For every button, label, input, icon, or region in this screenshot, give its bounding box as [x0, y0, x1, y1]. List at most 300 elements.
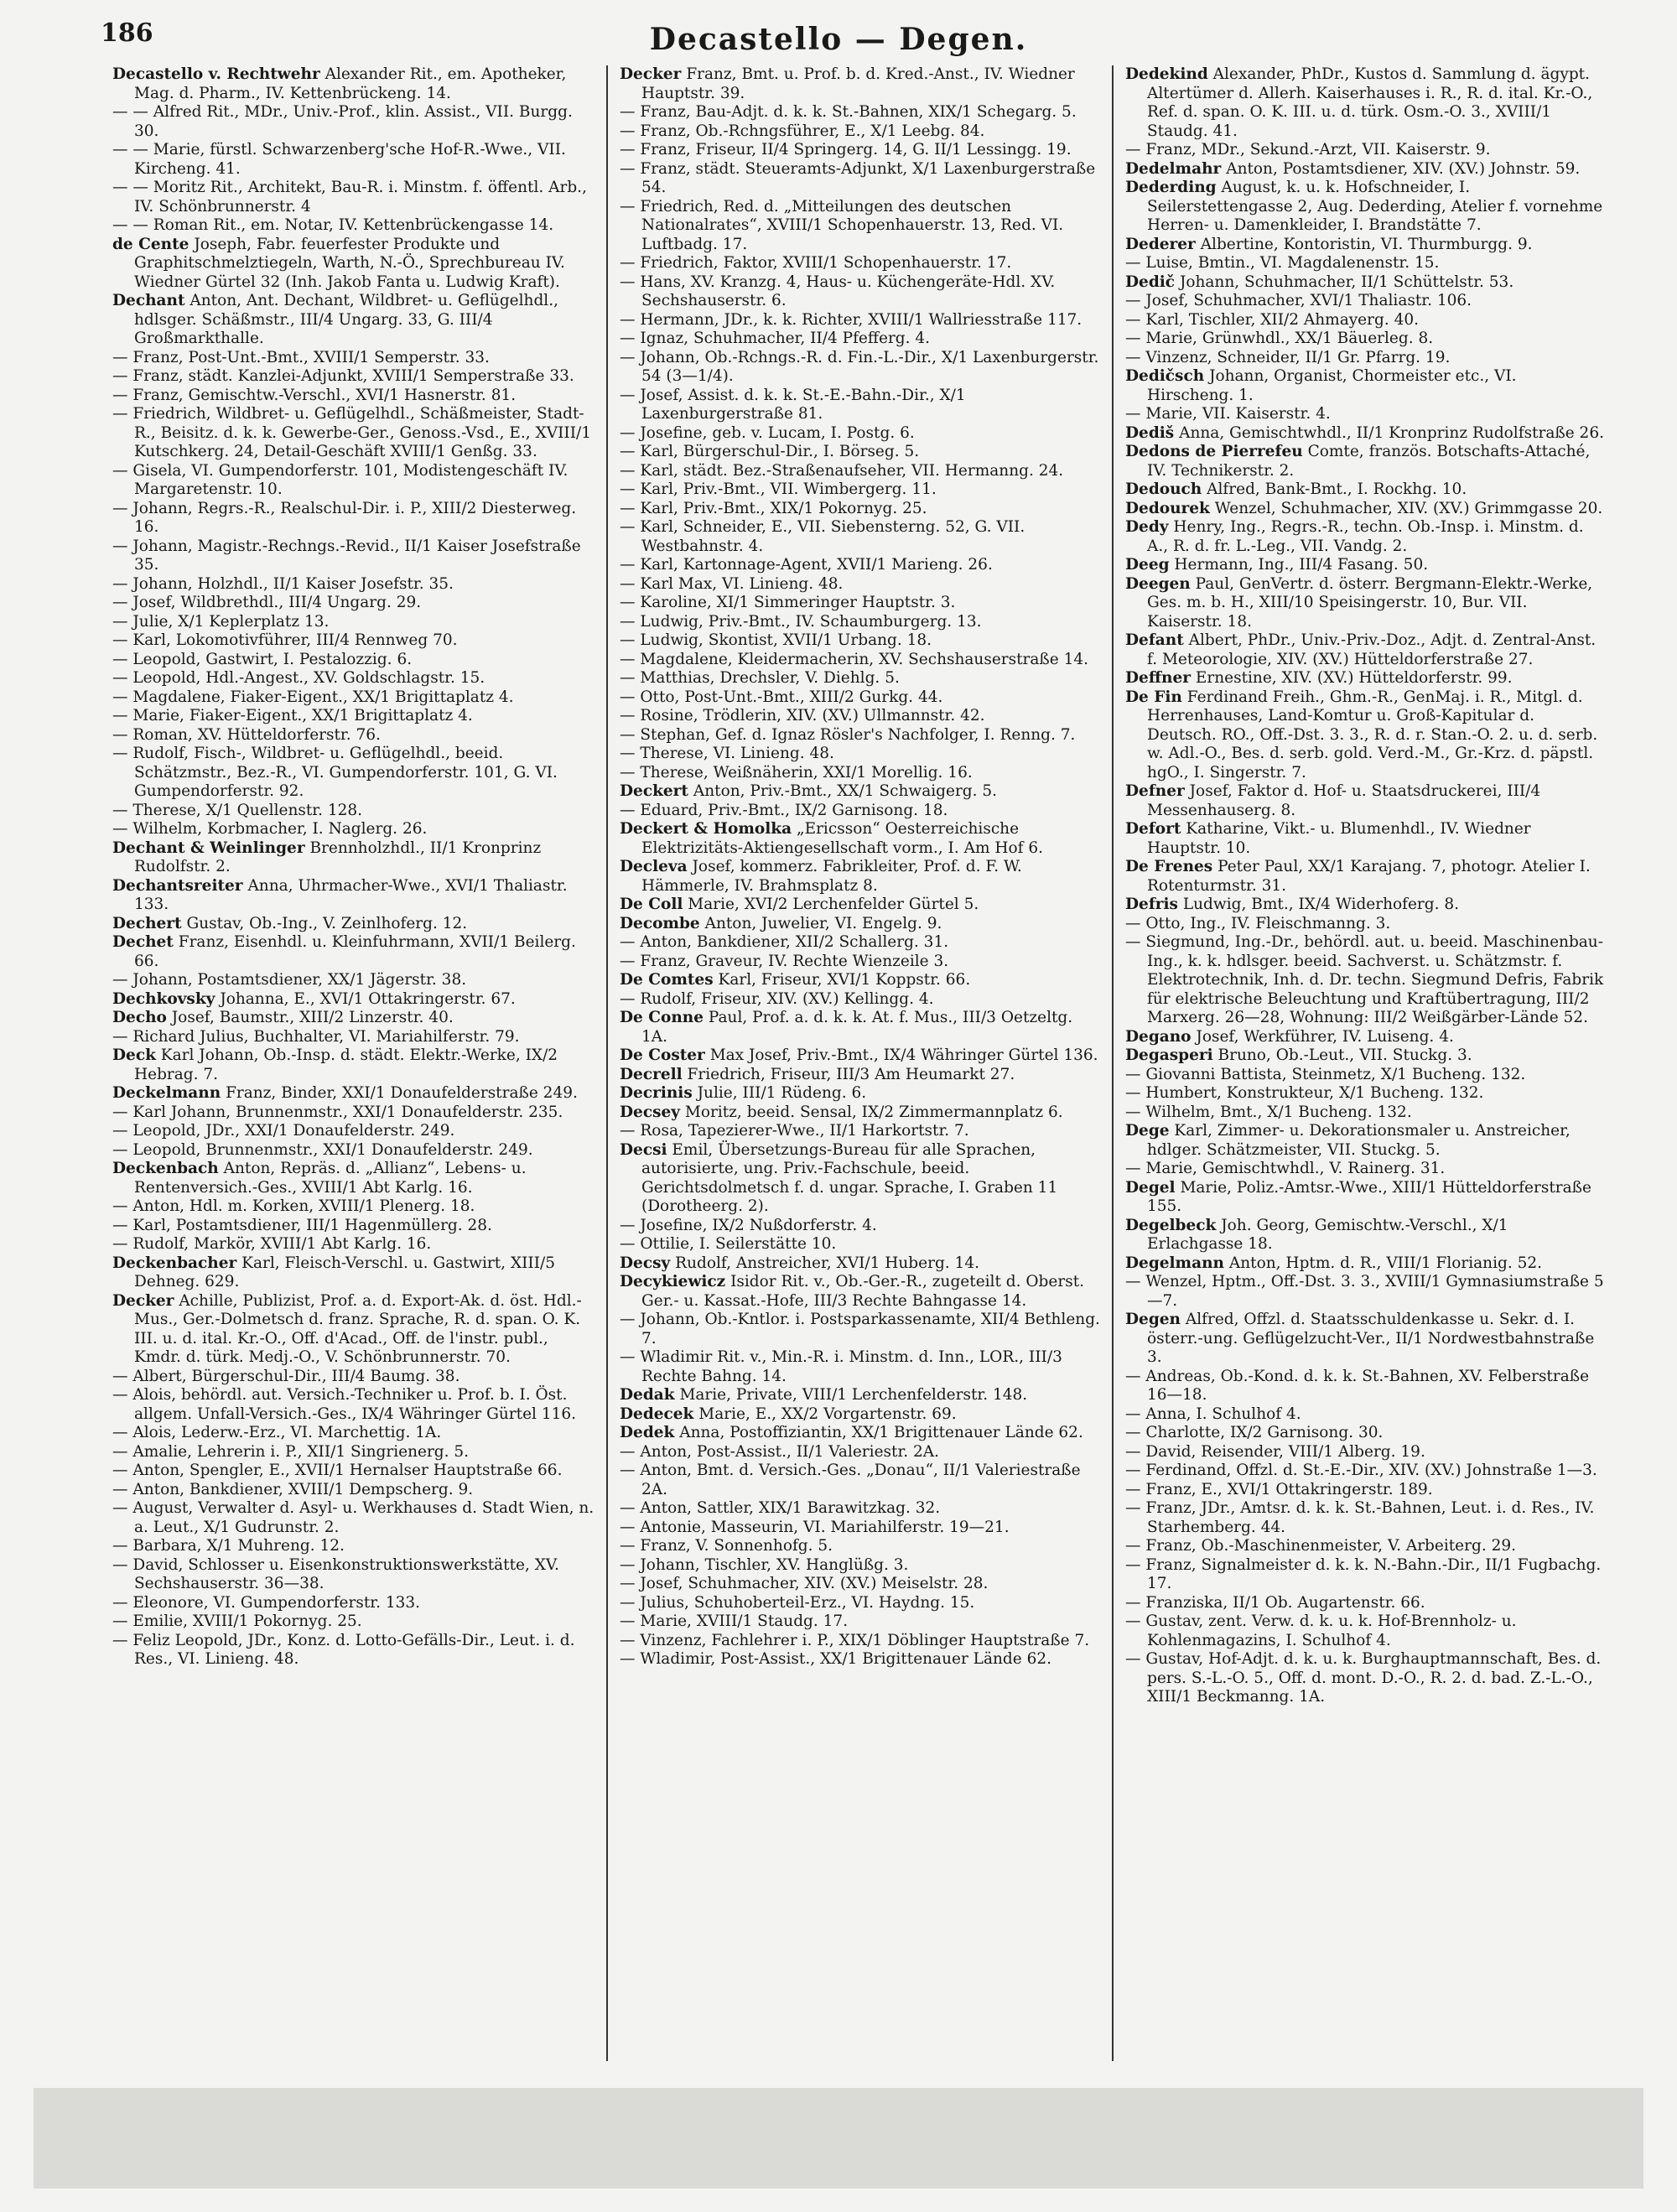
directory-entry — [1125, 292, 1606, 311]
directory-entry — [1125, 500, 1606, 519]
directory-entry — [1125, 1594, 1606, 1613]
directory-entry — [620, 764, 1100, 783]
entry-details: Joh. Georg, Gemischtw.-Verschl., X/1 Erlachgasse 18. — [1147, 1216, 1508, 1253]
directory-entry — [1125, 1311, 1606, 1368]
directory-entry — [112, 1028, 594, 1047]
directory-entry — [620, 688, 1100, 708]
directory-entry — [112, 1122, 594, 1141]
entry-details: Johanna, E., XVI/1 Ottakringerstr. 67. — [220, 989, 516, 1008]
entry-details: Katharine, Vikt.- u. Blumenhdl., IV. Wiedner Hauptstr. 10. — [1147, 820, 1531, 857]
entry-surname: De Conne — [620, 1009, 704, 1026]
directory-entry — [1125, 858, 1606, 896]
directory-entry — [620, 1443, 1100, 1462]
entry-details: — Friedrich, Red. d. „Mitteilungen des deutschen Nationalrates“, XVIII/1 Schopenhauerstr. 13, Red. VI. Luftbadg. 17. — [620, 197, 1064, 253]
entry-details: — Therese, Weißnäherin, XXI/1 Morellig. 16. — [620, 763, 973, 781]
directory-entry — [620, 556, 1100, 575]
directory-entry — [1125, 1443, 1606, 1462]
directory-entry — [620, 1254, 1100, 1274]
entry-details: — Magdalene, Fiaker-Eigent., XX/1 Brigittaplatz 4. — [112, 688, 514, 706]
entry-surname: Degelbeck — [1125, 1216, 1217, 1234]
directory-entry — [620, 1632, 1100, 1651]
directory-entry — [1125, 1405, 1606, 1425]
scan-footer-shading — [34, 2088, 1643, 2189]
entry-details: — Ottilie, I. Seilerstätte 10. — [620, 1235, 837, 1253]
entry-details: Anton, Priv.-Bmt., XX/1 Schwaigerg. 5. — [693, 782, 998, 800]
directory-entry — [620, 745, 1100, 764]
directory-entry — [112, 877, 594, 915]
directory-entry — [112, 1612, 594, 1632]
entry-details: Franz, Bmt. u. Prof. b. d. Kred.-Anst., IV. Wiedner Hauptstr. 39. — [641, 65, 1075, 102]
directory-entry — [620, 424, 1100, 444]
entry-details: Josef, kommerz. Fabrikleiter, Prof. d. F. W. Hämmerle, IV. Brahmsplatz 8. — [641, 858, 1022, 895]
directory-entry — [620, 1046, 1100, 1066]
entry-details: Albertine, Kontoristin, VI. Thurmburgg. 9. — [1200, 235, 1533, 253]
entry-details: Alexander, PhDr., Kustos d. Sammlung d. ägypt. Altertümer d. Allerh. Kaiserhauses i. R., R. d. ital. Kr.-O., Ref. d. span. O. K. III. u. d. türk. Osm.-O. 3., XVIII/1 Staudg. 41. — [1147, 65, 1593, 140]
directory-entry — [620, 349, 1100, 387]
entry-surname: Deckenbacher — [112, 1254, 237, 1272]
entry-details: Isidor Rit. v., Ob.-Ger.-R., zugeteilt d. Oberst. Ger.- u. Kassat.-Hofe, III/3 Rechte Bahngasse 14. — [641, 1273, 1085, 1310]
entry-details: — Otto, Post-Unt.-Bmt., XIII/2 Gurkg. 44. — [620, 688, 943, 706]
directory-entry — [1125, 330, 1606, 349]
entry-details: — Luise, Bmtin., VI. Magdalenenstr. 15. — [1125, 254, 1440, 272]
directory-entry — [1125, 1179, 1606, 1217]
directory-entry — [112, 537, 594, 575]
entry-details: — Anton, Bmt. d. Versich.-Ges. „Donau“, II/1 Valeriestraße 2A. — [620, 1462, 1081, 1498]
directory-entry — [112, 1160, 594, 1197]
directory-entry — [620, 1424, 1100, 1443]
entry-details: Marie, Poliz.-Amtsr.-Wwe., XIII/1 Hütteldorferstraße 155. — [1147, 1178, 1591, 1215]
directory-entry — [620, 971, 1100, 990]
directory-entry — [1125, 669, 1606, 688]
entry-details: — Johann, Ob.-Rchngs.-R. d. Fin.-L.-Dir., X/1 Laxenburgerstr. 54 (3—1/4). — [620, 348, 1099, 385]
entry-details: — Leopold, Hdl.-Angest., XV. Goldschlagstr. 15. — [112, 669, 485, 687]
directory-entry — [620, 1594, 1100, 1613]
directory-entry — [1125, 896, 1606, 915]
entry-surname: Degano — [1125, 1027, 1192, 1046]
entry-details: — Josef, Wildbrethdl., III/4 Ungarg. 29. — [112, 594, 422, 611]
entry-surname: Decker — [112, 1291, 174, 1310]
entry-details: Anton, Postamtsdiener, XIV. (XV.) Johnstr. 59. — [1226, 159, 1581, 178]
entry-details: — Alois, Lederw.-Erz., VI. Marchettig. 1A. — [112, 1424, 442, 1441]
entry-details: — Franz, Friseur, II/4 Springerg. 14, G. II/1 Lessingg. 19. — [620, 141, 1072, 158]
entry-surname: Dederer — [1125, 235, 1196, 253]
directory-entry — [1125, 575, 1606, 632]
entry-details: Josef, Werkführer, IV. Luiseng. 4. — [1196, 1027, 1454, 1046]
directory-entry — [620, 707, 1100, 726]
entry-details: — Humbert, Konstrukteur, X/1 Bucheng. 132. — [1125, 1084, 1484, 1102]
entry-details: — Rosine, Trödlerin, XIV. (XV.) Ullmannstr. 42. — [620, 707, 985, 724]
directory-entry — [620, 1556, 1100, 1576]
entry-details: — Hermann, JDr., k. k. Richter, XVIII/1 Wallriesstraße 117. — [620, 310, 1083, 329]
directory-entry — [1125, 254, 1606, 273]
entry-details: — Vinzenz, Fachlehrer i. P., XIX/1 Döblinger Hauptstraße 7. — [620, 1631, 1090, 1649]
entry-details: Marie, E., XX/2 Vorgartenstr. 69. — [698, 1405, 957, 1423]
entry-details: — Franz, Ob.-Maschinenmeister, V. Arbeiterg. 29. — [1125, 1537, 1516, 1555]
directory-entry — [1125, 1028, 1606, 1047]
directory-entry — [1125, 273, 1606, 293]
directory-entry — [112, 575, 594, 595]
directory-entry — [620, 1217, 1100, 1236]
directory-entry — [1125, 631, 1606, 669]
directory-entry — [620, 462, 1100, 481]
entry-surname: Dege — [1125, 1122, 1170, 1140]
entry-details: Karl Johann, Ob.-Insp. d. städt. Elektr.-Werke, IX/2 Hebrag. 7. — [134, 1046, 558, 1083]
entry-details: Marie, Private, VIII/1 Lerchenfelderstr. 148. — [679, 1386, 1028, 1404]
entry-details: — Julie, X/1 Keplerplatz 13. — [112, 612, 330, 631]
directory-entry — [1125, 311, 1606, 330]
entry-details: — Anton, Spengler, E., XVII/1 Hernalser Hauptstraße 66. — [112, 1462, 563, 1479]
entry-details: Anton, Ant. Dechant, Wildbret- u. Geflügelhdl., hdlsger. Schäßmstr., III/4 Ungarg. 33, G. III/4 Großmarkthalle. — [134, 292, 558, 347]
entry-details: — Roman, XV. Hütteldorferstr. 76. — [112, 725, 381, 744]
directory-entry — [112, 1537, 594, 1556]
column-3 — [1112, 65, 1617, 2061]
entry-details: Moritz, beeid. Sensal, IX/2 Zimmermannplatz 6. — [684, 1103, 1063, 1121]
directory-entry — [112, 141, 594, 179]
directory-entry — [112, 1009, 594, 1028]
directory-entry — [620, 160, 1100, 198]
directory-entry — [1125, 518, 1606, 556]
entry-details: — Ignaz, Schuhmacher, II/4 Pfefferg. 4. — [620, 330, 931, 347]
entry-details: Johann, Schuhmacher, II/1 Schüttelstr. 53. — [1179, 273, 1514, 291]
entry-details: — Johann, Postamtsdiener, XX/1 Jägerstr. 38. — [112, 971, 467, 989]
entry-details: — Wladimir, Post-Assist., XX/1 Brigittenauer Lände 62. — [620, 1650, 1051, 1668]
entry-details: — Franz, Gemischtw.-Verschl., XVI/1 Hasnerstr. 81. — [112, 386, 517, 404]
entry-details: — Franz, Bau-Adjt. d. k. k. St.-Bahnen, XIX/1 Schegarg. 5. — [620, 103, 1077, 121]
entry-details: — Anton, Bankdiener, XVIII/1 Dempscherg. 9. — [112, 1480, 474, 1498]
directory-entry — [620, 915, 1100, 934]
entry-details: — — Roman Rit., em. Notar, IV. Kettenbrückengasse 14. — [112, 216, 554, 234]
entry-surname: Dedekind — [1125, 65, 1208, 83]
directory-entry — [1125, 349, 1606, 368]
directory-entry — [620, 820, 1100, 858]
directory-entry — [1125, 405, 1606, 424]
entry-details: — David, Schlosser u. Eisenkonstruktionswerkstätte, XV. Sechshauserstr. 36—38. — [112, 1555, 559, 1592]
entry-details: — Gisela, VI. Gumpendorferstr. 101, Modistengeschäft IV. Margaretenstr. 10. — [112, 461, 569, 498]
entry-details: — Leopold, Gastwirt, I. Pestalozzig. 6. — [112, 650, 413, 668]
entry-details: — August, Verwalter d. Asyl- u. Werkhauses d. Stadt Wien, n. a. Leut., X/1 Gudrunstr. 2. — [112, 1499, 594, 1536]
directory-entry — [112, 971, 594, 990]
directory-entry — [1125, 443, 1606, 480]
directory-entry — [620, 480, 1100, 500]
directory-entry — [112, 1141, 594, 1161]
entry-surname: Dedons de Pierrefeu — [1125, 443, 1303, 460]
directory-entry — [112, 1084, 594, 1103]
entry-surname: Dedouch — [1125, 480, 1202, 498]
directory-entry — [620, 1066, 1100, 1085]
directory-entry — [112, 802, 594, 821]
directory-entry — [620, 273, 1100, 311]
directory-entry — [1125, 1650, 1606, 1707]
directory-entry — [620, 65, 1100, 103]
directory-entry — [620, 387, 1100, 424]
entry-surname: Dedak — [620, 1386, 675, 1404]
entry-surname: Deckenbach — [112, 1160, 219, 1177]
entry-details: — Magdalene, Kleidermacherin, XV. Sechshauserstraße 14. — [620, 650, 1089, 668]
directory-entry — [620, 1009, 1100, 1046]
directory-entry — [620, 1311, 1100, 1348]
entry-details: — Wilhelm, Korbmacher, I. Naglerg. 26. — [112, 820, 428, 838]
entry-surname: Deckert & Homolka — [620, 820, 792, 838]
directory-entry — [1125, 141, 1606, 160]
directory-entry — [620, 782, 1100, 802]
entry-details: — Gustav, zent. Verw. d. k. u. k. Hof-Brennholz- u. Kohlenmagazins, I. Schulhof 4. — [1125, 1612, 1517, 1649]
entry-details: Ernestine, XIV. (XV.) Hütteldorferstr. 99. — [1195, 669, 1513, 687]
directory-entry — [112, 933, 594, 971]
entry-details: Alfred, Bank-Bmt., I. Rockhg. 10. — [1207, 480, 1467, 498]
entry-surname: Defant — [1125, 631, 1184, 649]
page-number: 186 — [101, 18, 153, 48]
entry-details: Josef, Baumstr., XIII/2 Linzerstr. 40. — [171, 1009, 454, 1026]
entry-details: „Ericsson“ Oesterreichische Elektrizitäts-Aktiengesellschaft vorm., I. Am Hof 6. — [641, 820, 1044, 857]
entry-details: Achille, Publizist, Prof. a. d. Export-Ak. d. öst. Hdl.-Mus., Ger.-Dolmetsch d. franz. Sprache, R. d. span. O. K. III. u. d. ital. Kr.-O., Off. d'Acad., Off. de l'instr. publ., Kmdr. d. türk. Medj.-O., V. Schönbrunnerstr. 70. — [134, 1291, 582, 1366]
entry-details: — Karl, städt. Bez.-Straßenaufseher, VII. Hermanng. 24. — [620, 461, 1064, 480]
entry-details: — Marie, Gemischtwhdl., V. Rainerg. 31. — [1125, 1160, 1446, 1177]
entry-details: Alfred, Offzl. d. Staatsschuldenkasse u. Sekr. d. I. österr.-ung. Geflügelzucht-Ver., II/1 Nordwestbahnstraße 3. — [1147, 1311, 1595, 1366]
directory-entry — [620, 594, 1100, 613]
directory-entry — [1125, 820, 1606, 858]
directory-entry — [112, 1046, 594, 1084]
entry-details: — Friedrich, Wildbret- u. Geflügelhdl., Schäßmeister, Stadt-R., Beisitz. d. k. k. Gewerbe-Ger., Genoss.-Vsd., E., XVIII/1 Kutschkerg. 24, Detail-Geschäft XVIII/1 Genßg. 33. — [112, 405, 592, 460]
entry-surname: Deffner — [1125, 669, 1191, 687]
entry-details: — Franz, Ob.-Rchngsführer, E., X/1 Leebg. 84. — [620, 122, 985, 140]
entry-details: — Marie, Fiaker-Eigent., XX/1 Brigittaplatz 4. — [112, 707, 473, 724]
directory-entry — [620, 953, 1100, 972]
entry-surname: Degasperi — [1125, 1046, 1213, 1064]
directory-entry — [620, 103, 1100, 122]
entry-surname: Dedecek — [620, 1405, 694, 1423]
directory-entry — [1125, 1368, 1606, 1405]
directory-entry — [620, 1084, 1100, 1103]
entry-details: — Josef, Assist. d. k. k. St.-E.-Bahn.-Dir., X/1 Laxenburgerstraße 81. — [620, 386, 966, 423]
entry-surname: De Coll — [620, 896, 683, 913]
directory-entry — [620, 802, 1100, 821]
directory-entry — [112, 1292, 594, 1368]
entry-details: — Julius, Schuhoberteil-Erz., VI. Haydng. 15. — [620, 1593, 975, 1612]
directory-entry — [620, 1103, 1100, 1123]
directory-entry — [1125, 367, 1606, 405]
entry-surname: Degelmann — [1125, 1254, 1225, 1272]
directory-entry — [620, 651, 1100, 670]
entry-surname: Dedy — [1125, 518, 1169, 536]
entry-details: Johann, Organist, Chormeister etc., VI. Hirscheng. 1. — [1147, 367, 1517, 404]
directory-entry — [1125, 236, 1606, 255]
directory-entry — [112, 1556, 594, 1594]
directory-entry — [112, 669, 594, 688]
entry-surname: Dedelmahr — [1125, 159, 1222, 178]
entry-details: — Ludwig, Priv.-Bmt., IV. Schaumburgerg. 13. — [620, 612, 982, 631]
entry-details: — Charlotte, IX/2 Garnisong. 30. — [1125, 1424, 1384, 1441]
directory-entry — [112, 1499, 594, 1537]
entry-details: — Karl, Bürgerschul-Dir., I. Börseg. 5. — [620, 443, 920, 460]
entry-details: — Josefine, geb. v. Lucam, I. Postg. 6. — [620, 423, 915, 442]
entry-surname: Deeg — [1125, 556, 1170, 574]
directory-entry — [1125, 915, 1606, 934]
directory-columns — [101, 65, 1618, 2061]
entry-surname: Decsy — [620, 1254, 671, 1272]
entry-details: — Franz, Signalmeister d. k. k. N.-Bahn.-Dir., II/1 Fugbachg. 17. — [1125, 1555, 1602, 1592]
entry-details: — Stephan, Gef. d. Ignaz Rösler's Nachfolger, I. Renng. 7. — [620, 725, 1076, 744]
entry-details: Franz, Binder, XXI/1 Donaufelderstraße 249. — [226, 1084, 578, 1102]
directory-entry — [112, 1217, 594, 1236]
entry-surname: Dedič — [1125, 273, 1176, 291]
entry-details: Wenzel, Schuhmacher, XIV. (XV.) Grimmgasse 20. — [1214, 499, 1603, 517]
entry-details: Josef, Faktor d. Hof- u. Staatsdruckerei, III/4 Messenhauserg. 8. — [1147, 782, 1541, 819]
directory-entry — [620, 726, 1100, 745]
directory-entry — [1125, 65, 1606, 141]
entry-details: — — Alfred Rit., MDr., Univ.-Prof., klin. Assist., VII. Burgg. 30. — [112, 103, 573, 140]
directory-entry — [1125, 1046, 1606, 1066]
directory-entry — [620, 330, 1100, 349]
directory-entry — [620, 669, 1100, 688]
entry-details: — Franz, JDr., Amtsr. d. k. k. St.-Bahnen, Leut. i. d. Res., IV. Starhemberg. 44. — [1125, 1499, 1595, 1536]
directory-entry — [112, 594, 594, 613]
entry-details: — Karl, Postamtsdiener, III/1 Hagenmüllerg. 28. — [112, 1216, 492, 1234]
entry-details: — Anton, Sattler, XIX/1 Barawitzkag. 32. — [620, 1499, 941, 1517]
entry-details: Marie, XVI/2 Lerchenfelder Gürtel 5. — [688, 896, 979, 913]
column-1 — [101, 65, 606, 2061]
directory-entry — [1125, 1254, 1606, 1274]
entry-details: — Vinzenz, Schneider, II/1 Gr. Pfarrg. 19. — [1125, 348, 1451, 366]
entry-surname: Dedičsch — [1125, 367, 1205, 385]
entry-details: — Barbara, X/1 Muhreng. 12. — [112, 1537, 345, 1555]
directory-entry — [620, 1348, 1100, 1386]
entry-details: — Franz, städt. Steueramts-Adjunkt, X/1 Laxenburgerstraße 54. — [620, 159, 1096, 196]
entry-details: Max Josef, Priv.-Bmt., IX/4 Währinger Gürtel 136. — [709, 1046, 1098, 1064]
entry-details: Ferdinand Freih., Ghm.-R., GenMaj. i. R., Mitgl. d. Herrenhauses, Land-Komtur u. Groß-Kapitular d. Deutsch. RO., Off.-Dst. 3. 3., R. d. r. Stan.-O. 2. u. d. serb. w. Adl.-O., Bes. d. serb. gold. Verd.-M., Gr.-Krz. d. päpstl. hgO., I. Singerstr. 7. — [1147, 688, 1598, 781]
entry-details: Alexander Rit., em. Apotheker, Mag. d. Pharm., IV. Kettenbrückeng. 14. — [134, 65, 567, 102]
entry-details: — Amalie, Lehrerin i. P., XII/1 Singrienerg. 5. — [112, 1442, 470, 1461]
entry-details: — Franz, E., XVI/1 Ottakringerstr. 189. — [1125, 1480, 1433, 1498]
directory-entry — [112, 1632, 594, 1669]
entry-details: — Karl Max, VI. Linieng. 48. — [620, 574, 844, 593]
entry-surname: Decombe — [620, 914, 700, 932]
directory-entry — [620, 141, 1100, 160]
entry-details: — Friedrich, Faktor, XVIII/1 Schopenhauerstr. 17. — [620, 254, 1012, 272]
entry-details: — Therese, VI. Linieng. 48. — [620, 745, 834, 762]
directory-entry — [112, 405, 594, 462]
directory-entry — [112, 1462, 594, 1481]
entry-surname: Decsey — [620, 1103, 681, 1121]
entry-details: Joseph, Fabr. feuerfester Produkte und Graphitschmelztiegeln, Warth, N.-Ö., Sprechbureau IV. Wiedner Gürtel 32 (Inh. Jakob Fanta u. Ludwig Kraft). — [134, 235, 565, 291]
entry-surname: Dederding — [1125, 179, 1217, 196]
entry-surname: Dechkovsky — [112, 989, 215, 1008]
directory-entry — [1125, 1537, 1606, 1556]
directory-entry — [112, 1386, 594, 1424]
entry-details: Karl, Friseur, XVI/1 Koppstr. 66. — [718, 971, 971, 989]
entry-details: — — Moritz Rit., Architekt, Bau-R. i. Minstm. f. öffentl. Arb., IV. Schönbrunnerstr. 4 — [112, 179, 587, 215]
directory-entry — [1125, 1103, 1606, 1123]
directory-entry — [1125, 1217, 1606, 1254]
entry-details: — Franziska, II/1 Ob. Augartenstr. 66. — [1125, 1593, 1425, 1612]
entry-surname: De Fin — [1125, 688, 1182, 706]
directory-entry — [112, 990, 594, 1010]
directory-entry — [112, 103, 594, 141]
entry-details: — Albert, Bürgerschul-Dir., III/4 Baumg. 38. — [112, 1367, 460, 1385]
entry-details: — Otto, Ing., IV. Fleischmanng. 3. — [1125, 914, 1391, 932]
entry-details: — Franz, städt. Kanzlei-Adjunkt, XVIII/1 Semperstraße 33. — [112, 367, 574, 385]
directory-entry — [112, 1481, 594, 1500]
entry-details: — Feliz Leopold, JDr., Konz. d. Lotto-Gefälls-Dir., Leut. i. d. Res., VI. Linieng. 48. — [112, 1631, 575, 1668]
entry-details: — Hans, XV. Kranzg. 4, Haus- u. Küchengeräte-Hdl. XV. Sechshauserstr. 6. — [620, 273, 1056, 309]
entry-details: — Josefine, IX/2 Nußdorferstr. 4. — [620, 1216, 877, 1234]
entry-details: — Therese, X/1 Quellenstr. 128. — [112, 801, 363, 819]
directory-entry — [620, 896, 1100, 915]
entry-surname: Dechant & Weinlinger — [112, 839, 305, 857]
directory-entry — [1125, 424, 1606, 444]
directory-entry — [112, 236, 594, 293]
entry-details: — Karl, Kartonnage-Agent, XVII/1 Marieng. 26. — [620, 556, 993, 574]
directory-entry — [112, 745, 594, 802]
entry-details: — Franz, Graveur, IV. Rechte Wienzeile 3. — [620, 952, 949, 970]
entry-details: — Josef, Schuhmacher, XVI/1 Thaliastr. 106. — [1125, 292, 1472, 309]
directory-entry — [620, 933, 1100, 953]
entry-details: — Anton, Hdl. m. Korken, XVIII/1 Plenerg. 18. — [112, 1197, 475, 1215]
entry-details: — Karl, Priv.-Bmt., VII. Wimbergerg. 11. — [620, 480, 937, 498]
entry-surname: De Comtes — [620, 971, 714, 989]
directory-entry — [620, 1462, 1100, 1499]
directory-entry — [620, 1273, 1100, 1311]
entry-surname: Decker — [620, 65, 682, 83]
entry-details: Bruno, Ob.-Leut., VII. Stuckg. 3. — [1218, 1046, 1472, 1064]
entry-details: Rudolf, Anstreicher, XVI/1 Huberg. 14. — [675, 1254, 979, 1272]
entry-surname: Decsi — [620, 1140, 667, 1159]
entry-surname: Dechantsreiter — [112, 876, 243, 895]
directory-entry — [620, 1650, 1100, 1669]
entry-surname: Degel — [1125, 1178, 1176, 1197]
entry-surname: Decrell — [620, 1065, 683, 1083]
entry-details: — Karl, Lokomotivführer, III/4 Rennweg 70. — [112, 631, 458, 649]
entry-surname: Decrinis — [620, 1084, 693, 1102]
directory-entry — [620, 1386, 1100, 1405]
directory-entry — [1125, 1160, 1606, 1179]
directory-entry — [1125, 179, 1606, 236]
directory-entry — [620, 1612, 1100, 1632]
directory-entry — [620, 858, 1100, 896]
directory-entry — [112, 387, 594, 406]
entry-details: Gustav, Ob.-Ing., V. Zeinlhoferg. 12. — [186, 914, 468, 932]
entry-details: — Wladimir Rit. v., Min.-R. i. Minstm. d. Inn., LOR., III/3 Rechte Bahng. 14. — [620, 1348, 1062, 1385]
entry-details: — Marie, XVIII/1 Staudg. 17. — [620, 1612, 849, 1630]
directory-entry — [1125, 1066, 1606, 1085]
entry-surname: Decastello v. Rechtwehr — [112, 65, 320, 83]
directory-entry — [112, 65, 594, 103]
entry-details: Ludwig, Bmt., IX/4 Widerhoferg. 8. — [1182, 896, 1460, 913]
entry-surname: de Cente — [112, 235, 190, 253]
directory-entry — [620, 122, 1100, 142]
directory-entry — [112, 688, 594, 708]
entry-surname: Dedourek — [1125, 499, 1210, 517]
directory-entry — [1125, 1122, 1606, 1160]
entry-details: — Karoline, XI/1 Simmeringer Hauptstr. 3. — [620, 594, 956, 611]
entry-surname: Decho — [112, 1009, 167, 1026]
entry-details: — Josef, Schuhmacher, XIV. (XV.) Meiselstr. 28. — [620, 1575, 989, 1592]
directory-entry — [620, 631, 1100, 651]
entry-details: Julie, III/1 Rüdeng. 6. — [697, 1084, 867, 1102]
entry-details: — Eduard, Priv.-Bmt., IX/2 Garnisong. 18. — [620, 801, 948, 819]
entry-details: — Karl Johann, Brunnenmstr., XXI/1 Donaufelderstr. 235. — [112, 1103, 563, 1121]
entry-surname: Dechet — [112, 933, 174, 951]
entry-surname: De Frenes — [1125, 858, 1213, 875]
entry-details: — Marie, VII. Kaiserstr. 4. — [1125, 405, 1331, 423]
entry-details: Anton, Repräs. d. „Allianz“, Lebens- u. Rentenversich.-Ges., XVIII/1 Abt Karlg. 16. — [134, 1160, 527, 1197]
entry-details: — Siegmund, Ing.-Dr., behördl. aut. u. beeid. Maschinenbau-Ing., k. k. hdlsger. beeid. Sachverst. u. Schätzmstr. f. Elektrotechnik, Inh. d. Dr. techn. Siegmund Defris, Fabrik für elektrische Beleuchtung und Kraftübertragung, III/2 Marxerg. 26—28, Wohnung: III/2 Weißgärber-Lände 52. — [1125, 933, 1604, 1026]
entry-details: — Johann, Magistr.-Rechngs.-Revid., II/1 Kaiser Josefstraße 35. — [112, 537, 581, 574]
entry-details: Paul, Prof. a. d. k. k. At. f. Mus., III/3 Oetzeltg. 1A. — [641, 1009, 1073, 1046]
directory-entry — [112, 631, 594, 651]
entry-details: — Ludwig, Skontist, XVII/1 Urbang. 18. — [620, 631, 932, 649]
directory-entry — [112, 651, 594, 670]
directory-entry — [620, 311, 1100, 330]
